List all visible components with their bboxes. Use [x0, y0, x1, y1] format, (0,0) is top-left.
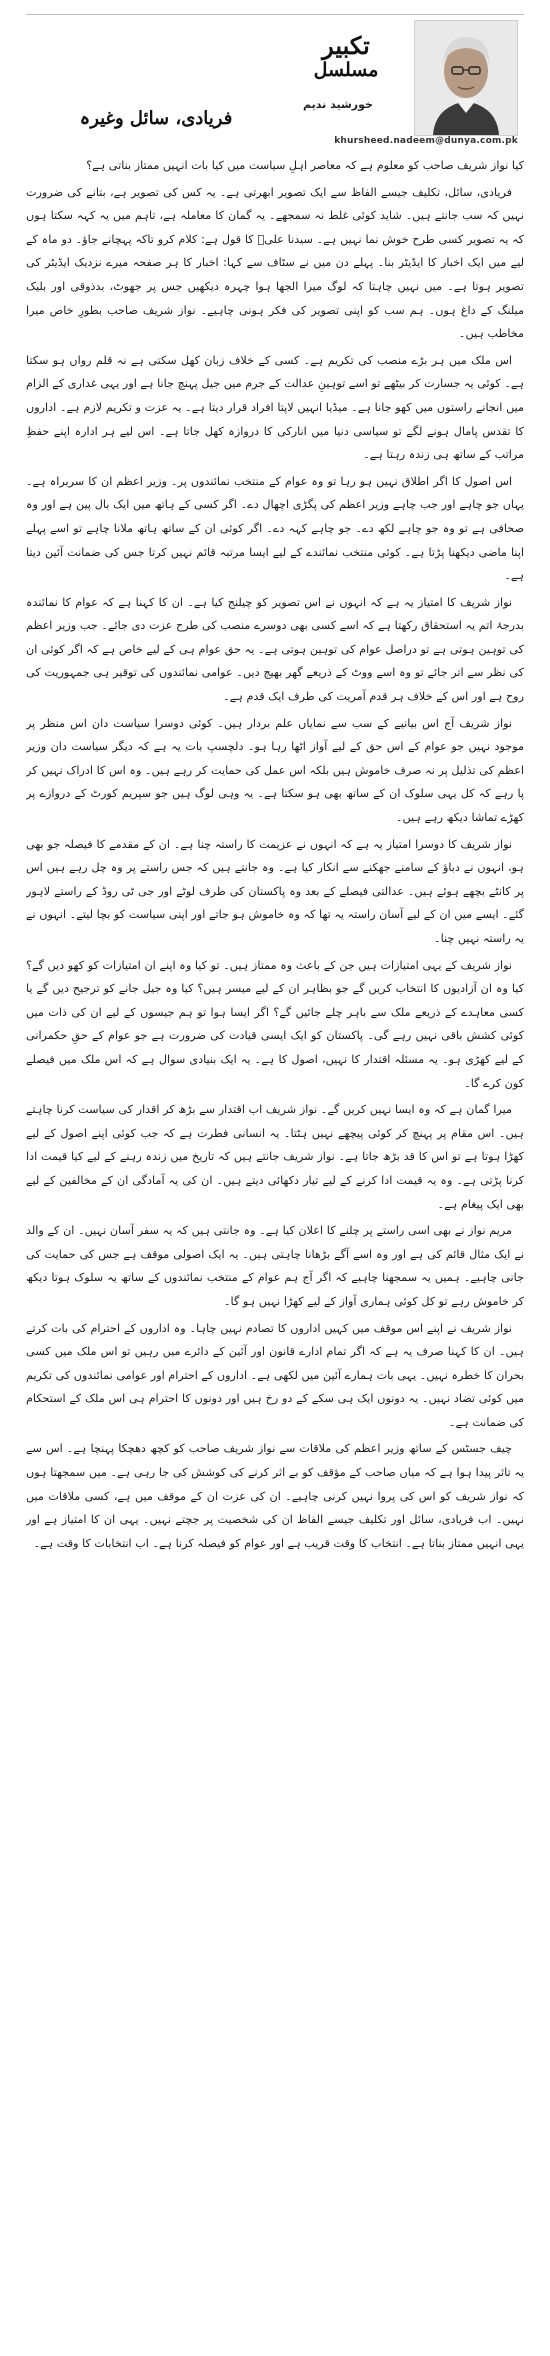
- column-header: [26, 14, 524, 146]
- header-rule: [26, 14, 524, 15]
- paragraph: اس اصول کا اگر اطلاق نہیں ہو رہا تو وہ عوام کے منتخب نمائندوں پر۔ وزیر اعظم ان کا سربراہ ہے۔ یہاں جو چاہے اور جب چاہے وزیر اعظم کی پگڑی اچھال دے۔ اگر کسی کے ہاتھ میں ایک بال پین ہے اور وہ صحافی ہے تو وہ جو چاہے لکھ دے۔ جو چاہے کہہ دے۔ اگر کوئی ان کے ساتھ ہاتھ ملانا چاہے تو اسے پہلے اپنا ماضی دیکھنا پڑتا ہے۔ کوئی منتخب نمائندے کے لیے ایسا مرتبہ قائم نہیں کرتا جس کی ضمانت آئین دیتا ہے۔: [26, 474, 524, 583]
- paragraph: میرا گمان ہے کہ وہ ایسا نہیں کریں گے۔ نواز شریف اب اقتدار سے بڑھ کر اقدار کی سیاست کرنا چاہتے ہیں۔ اس مقام پر پہنچ کر کوئی پیچھے نہیں ہٹتا۔ یہ انسانی فطرت ہے کہ جب کوئی اپنے اصول کے لیے کھڑا ہوتا ہے تو اس کا قد بڑھ جاتا ہے۔ نواز شریف جانتے ہیں کہ تاریخ میں زندہ رہنے کے لیے کیا قیمت ادا کرنا پڑتی ہے۔ وہ یہ قیمت ادا کرنے کے لیے تیار دکھائی دیتے ہیں۔ ان کی یہ آمادگی ان کے مخالفین کے لیے بھی ایک پیغام ہے۔: [26, 1103, 524, 1211]
- author-email: khursheed.nadeem@dunya.com.pk: [334, 136, 518, 146]
- paragraph: نواز شریف کے یہی امتیازات ہیں جن کے باعث وہ ممتاز ہیں۔ تو کیا وہ اپنے ان امتیازات کو کھو دیں گے؟ کیا وہ ان آزادیوں کا انتخاب کریں گے جو بظاہر ان کے لیے میسر ہیں؟ کیا وہ جیل جانے کو ترجیح دیں گے یا کسی معاہدے کے ذریعے ملک سے باہر چلے جائیں گے؟ اگر ایسا ہوا تو ہم جیسوں کے لیے ان کی ذات میں کوئی کشش باقی نہیں رہے گی۔ پاکستان کو ایک ایسی قیادت کی ضرورت ہے جو عوام کے حقِ حکمرانی کے لیے کھڑی ہو۔ یہ مسئلہ اقتدار کا نہیں، اصول کا ہے۔ یہ ایک بنیادی سوال ہے کہ اس ملک میں فیصلے کون کرے گا۔: [26, 958, 524, 1090]
- column-logo: [292, 32, 400, 82]
- paragraph: نواز شریف کا امتیاز یہ ہے کہ انہوں نے اس تصویر کو چیلنج کیا ہے۔ ان کا کہنا ہے کہ عوام کا نمائندہ بدرجۂ اتم یہ استحقاق رکھتا ہے کہ اسے کسی بھی دوسرے منصب کی طرح عزت دی جائے۔ جب وزیر اعظم کی توہین ہوتی ہے تو دراصل عوام کی توہین ہوتی ہے۔ یہ حق عوام ہی کے لیے خاص ہے کہ اگر کوئی ان کی نظر سے اتر جائے تو وہ اسے ووٹ کے ذریعے گھر بھیج دیں۔ عوامی نمائندوں کی توقیر ہی جمہوریت کی روح ہے اور اس کے خلاف ہر قدم آمریت کی طرف ایک قدم ہے۔: [26, 595, 524, 704]
- paragraph: مریم نواز نے بھی اسی راستے پر چلنے کا اعلان کیا ہے۔ وہ جانتی ہیں کہ یہ سفر آسان نہیں۔ ان کے والد نے ایک مثال قائم کی ہے اور وہ اسے آگے بڑھانا چاہتی ہیں۔ یہ ایک اصولی موقف ہے جس کی حمایت کی جانی چاہیے۔ ہمیں یہ سمجھنا چاہیے کہ اگر آج ہم عوام کے منتخب نمائندوں کے ساتھ یہ سلوک ہوتا دیکھ کر خاموش رہے تو کل کوئی ہماری آواز کے لیے کھڑا نہیں ہو گا۔: [26, 1224, 524, 1308]
- logo-line-1: تکبیر: [322, 31, 370, 60]
- paragraph: نواز شریف کا دوسرا امتیاز یہ ہے کہ انہوں نے عزیمت کا راستہ چنا ہے۔ ان کے مقدمے کا فیصلہ جو بھی ہو، انہوں نے دباؤ کے سامنے جھکنے سے انکار کیا ہے۔ وہ جانتے ہیں کہ جس راستے پر وہ چل رہے ہیں اس پر کانٹے بچھے ہوئے ہیں۔ عدالتی فیصلے کے بعد وہ پاکستان کی طرف لوٹے اور جی ٹی روڈ کے راستے لاہور گئے۔ ایسے میں ان کے لیے آسان راستہ یہ تھا کہ وہ خاموش ہو جاتے اور اپنی سیاست کو بچا لیتے۔ انہوں نے یہ راستہ نہیں چنا۔: [26, 837, 524, 945]
- paragraph: فریادی، سائل، تکلیف جیسے الفاظ سے ایک تصویر ابھرتی ہے۔ یہ کس کی تصویر ہے، بتانے کی ضرورت نہیں کہ سب جانتے ہیں۔ شاید کوئی غلط نہ سمجھے۔ یہ گمان کا معاملہ ہے، تاہم میں یہ کہہ سکتا ہوں کہ یہ تصویر کسی طرح خوش نما نہیں ہے۔ سیدنا علیؓ کا قول ہے: کلام کرو تاکہ پہچانے جاؤ۔ دو ماہ کے لیے میں ایک اخبار کا ایڈیٹر بنا۔ پہلے دن میں نے سٹاف سے کہا: اخبار کا ہر صفحہ میرے نزدیک ایڈیٹر کی تصویر ہوتا ہے۔ میں نہیں چاہتا کہ لوگ میرا الجھا ہوا چہرہ دیکھیں جس پر جھوٹ، بدذوقی اور بلیک میلنگ کے داغ ہوں۔ ہم سب کو اپنی تصویر کی فکر ہونی چاہیے۔ نواز شریف صاحب بطورِ خاص میرا مخاطب ہیں۔: [26, 185, 524, 341]
- paragraph: نواز شریف نے اپنے اس موقف میں کہیں اداروں کا تصادم نہیں چاہا۔ وہ اداروں کے احترام کی بات کرتے ہیں۔ ان کا کہنا صرف یہ ہے کہ اگر تمام ادارے قانون اور آئین کے دائرے میں رہیں تو اس ملک میں کسی بحران کا خطرہ نہیں۔ یہی بات ہمارے آئین میں لکھی ہے۔ اداروں کے احترام اور عوامی نمائندوں کی تکریم میں کوئی تضاد نہیں۔ یہ دونوں ایک ہی سکے کے دو رخ ہیں اور دونوں کا احترام ہی اس ملک کے استحکام کی ضمانت ہے۔: [26, 1321, 524, 1429]
- paragraph: نواز شریف آج اس بیانیے کے سب سے نمایاں علم بردار ہیں۔ کوئی دوسرا سیاست دان اس منظر پر موجود نہیں جو عوام کے اس حق کے لیے آواز اٹھا رہا ہو۔ دلچسپ بات یہ ہے کہ دیگر سیاست دان وزیر اعظم کی تذلیل پر نہ صرف خاموش ہیں بلکہ اس عمل کی حمایت کر رہے ہیں۔ وہ اس کا ادراک نہیں کر پا رہے کہ کل یہی سلوک ان کے ساتھ بھی ہو سکتا ہے۔ یہ وہی لوگ ہیں جو سپریم کورٹ کے دروازے پر کھڑے تماشا دیکھ رہے ہیں۔: [26, 716, 524, 825]
- column-body: [26, 154, 524, 2342]
- author-portrait: [414, 20, 518, 136]
- column-title: فریادی، سائل وغیرہ: [79, 108, 233, 129]
- paragraph: چیف جسٹس کے ساتھ وزیر اعظم کی ملاقات سے نواز شریف صاحب کو کچھ دھچکا پہنچا ہے۔ اس سے یہ تاثر پیدا ہوا ہے کہ میاں صاحب کے مؤقف کو بے اثر کرنے کی کوشش کی جا رہی ہے۔ میں سمجھتا ہوں کہ نواز شریف کو اس کی پروا نہیں کرنی چاہیے۔ ان کی عزت ان کے موقف میں ہے، کسی ملاقات میں نہیں۔ اب فریادی، سائل اور تکلیف جیسے الفاظ ان کی شخصیت پر جچتے نہیں۔ یہی ان کا امتیاز ہے اور یہی انہیں ممتاز بناتا ہے۔ انتخاب کا وقت قریب ہے اور عوام کو فیصلہ کرنا ہے۔ اب انتخابات کا وقت ہے۔: [26, 1442, 524, 1550]
- author-portrait-image: [415, 21, 517, 135]
- author-byline: خورشید ندیم: [303, 98, 373, 111]
- paragraph: اس ملک میں ہر بڑے منصب کی تکریم ہے۔ کسی کے خلاف زبان کھل سکتی ہے نہ قلم رواں ہو سکتا ہے۔ کوئی یہ جسارت کر بیٹھے تو اسے توہینِ عدالت کے جرم میں جیل پہنچ جانا ہے اور یہی غداری کے الزام میں انجانے راستوں میں کھو جانا ہے۔ میڈیا انہیں لاپتا افراد قرار دیتا ہے۔ یہ عزت و تکریم لازم ہے۔ اداروں کا تقدس پامال ہونے لگے تو سیاسی دنیا میں انارکی کا دروازہ کھل جاتا ہے۔ اس لیے ہر ادارہ اپنے حفظِ مراتب کے ساتھ ہی زندہ رہتا ہے۔: [26, 353, 524, 462]
- paragraph: کیا نواز شریف صاحب کو معلوم ہے کہ معاصر اہلِ سیاست میں کیا بات انہیں ممتاز بناتی ہے؟: [86, 159, 524, 172]
- logo-line-2: مسلسل: [313, 59, 379, 81]
